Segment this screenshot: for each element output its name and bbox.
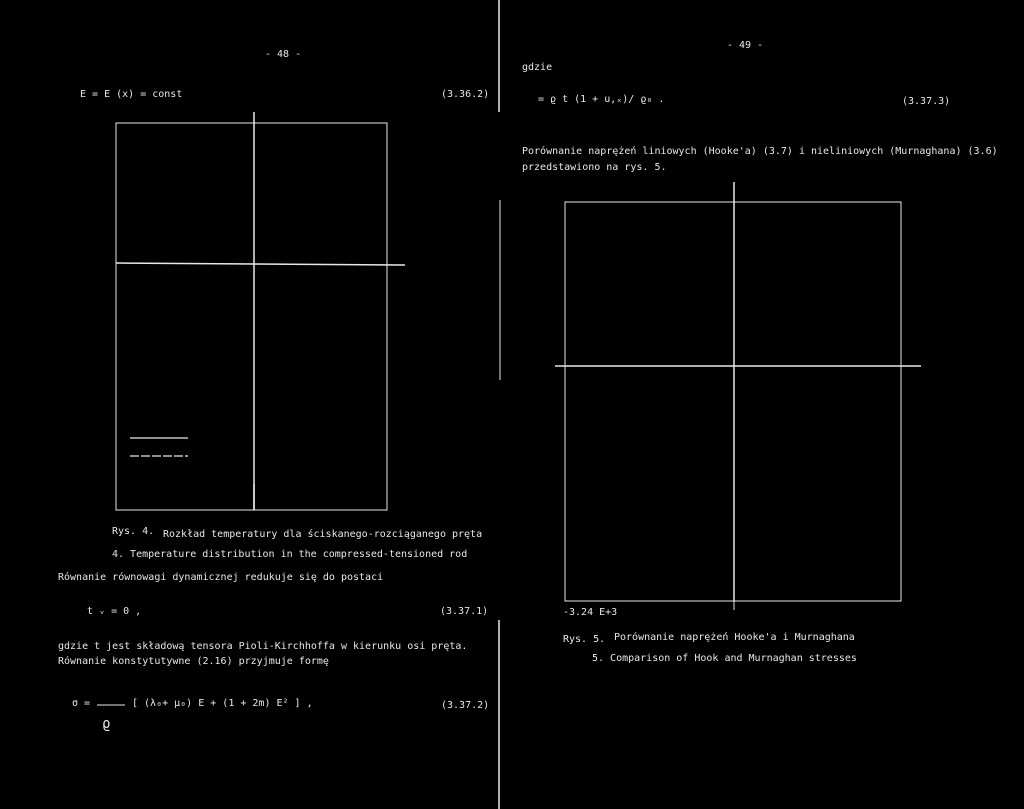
paragraph-where-line2: Równanie konstytutywne (2.16) przyjmuje formę bbox=[58, 656, 329, 667]
fraction-bar bbox=[97, 703, 127, 707]
equation-3-36-2: E = E (x) = const bbox=[80, 89, 183, 100]
equation-number-3-37-2: (3.37.2) bbox=[441, 700, 490, 711]
page-spine bbox=[497, 0, 503, 809]
horizontal-axis bbox=[116, 263, 405, 265]
plot-frame bbox=[565, 202, 901, 601]
paragraph-comparison-line2: przedstawiono na rys. 5. bbox=[522, 162, 667, 173]
figure-4-label: Rys. 4. bbox=[112, 526, 155, 537]
equation-3-37-2-lhs: σ = bbox=[72, 698, 91, 709]
plot-frame bbox=[116, 123, 387, 510]
equation-3-37-2-rhs: [ (λ₀+ μ₀) E + (1 + 2m) E² ] , bbox=[132, 698, 313, 709]
equation-number-3-37-3: (3.37.3) bbox=[902, 96, 951, 107]
figure-4-temperature-plot bbox=[110, 112, 410, 512]
paragraph-where-line1: gdzie t jest składową tensora Pioli-Kirchhoffa w kierunku osi pręta. bbox=[58, 641, 468, 652]
figure-5-label: Rys. 5. bbox=[563, 634, 606, 645]
equation-number-3-36-2: (3.36.2) bbox=[441, 89, 490, 100]
figure-5-stress-plot bbox=[555, 180, 935, 610]
paragraph-equilibrium: Równanie równowagi dynamicznej redukuje się do postaci bbox=[58, 572, 384, 583]
equation-3-37-3: = ϱ t (1 + u,ₓ)/ ϱ₀ . bbox=[538, 94, 665, 105]
equation-3-37-2-denominator: ϱ bbox=[102, 716, 111, 732]
figure-4-caption-en: 4. Temperature distribution in the compressed-tensioned rod bbox=[112, 549, 468, 560]
figure-4-caption-pl: Rozkład temperatury dla ściskanego-rozciąganego pręta bbox=[163, 529, 483, 540]
figure-5-axis-label: -3.24 E+3 bbox=[563, 607, 618, 618]
figure-5-caption-pl: Porównanie naprężeń Hooke'a i Murnaghana bbox=[614, 632, 855, 643]
paragraph-comparison-line1: Porównanie naprężeń liniowych (Hooke'a) (3.7) i nieliniowych (Murnaghana) (3.6) bbox=[522, 146, 998, 157]
page-number-49: - 49 - bbox=[727, 40, 764, 51]
equation-number-3-37-1: (3.37.1) bbox=[440, 606, 489, 617]
page-number-48: - 48 - bbox=[265, 49, 302, 60]
equation-3-37-1: t ᵥ = 0 , bbox=[87, 606, 142, 617]
word-gdzie: gdzie bbox=[522, 62, 553, 73]
figure-5-caption-en: 5. Comparison of Hook and Murnaghan stresses bbox=[592, 653, 857, 664]
